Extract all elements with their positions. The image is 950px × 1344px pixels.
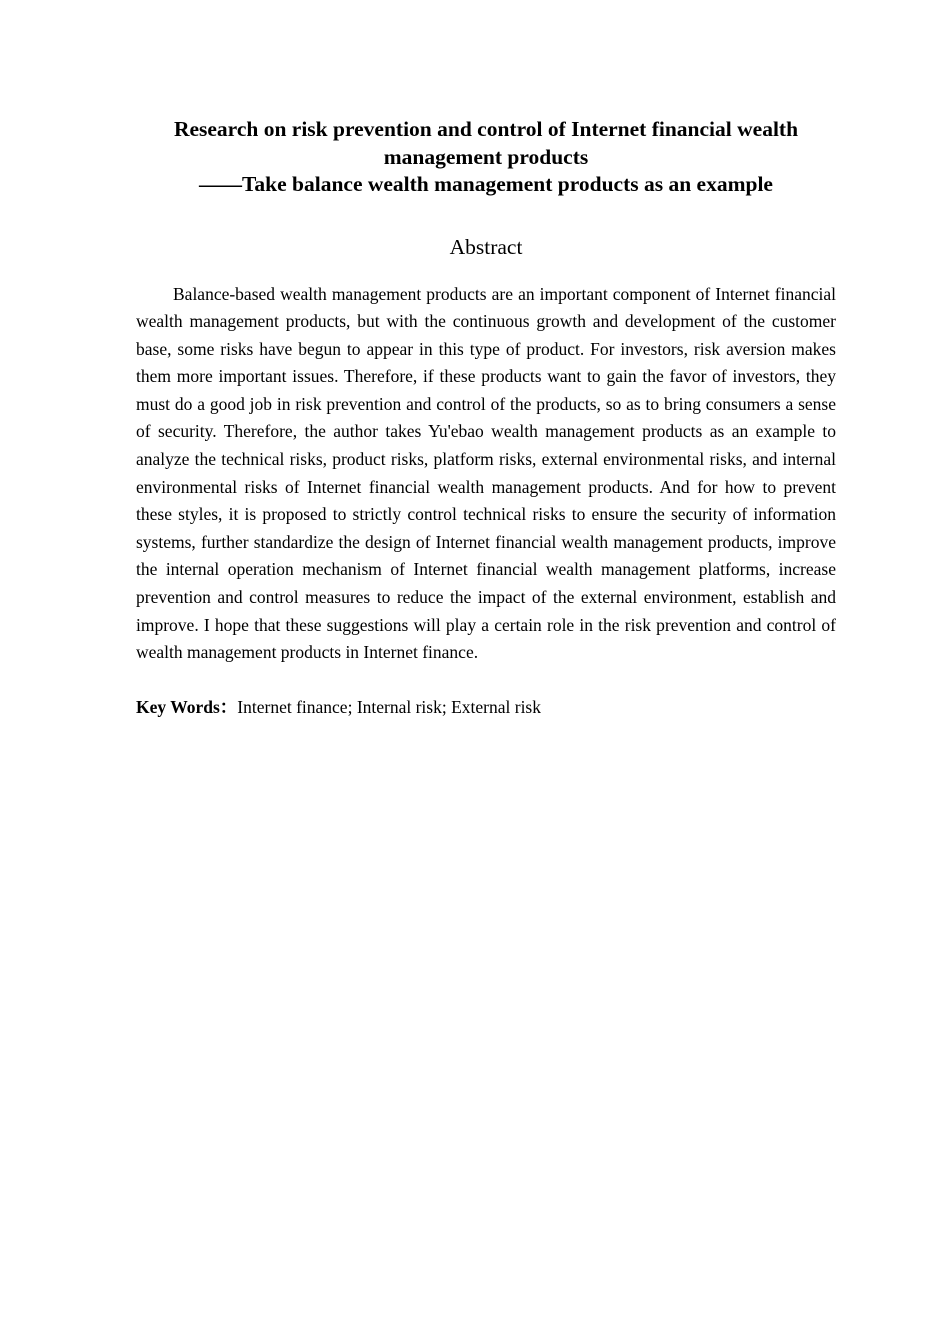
keywords-label: Key Words：	[136, 696, 238, 717]
keywords-value: Internet finance; Internal risk; External risk	[237, 696, 541, 717]
title-line-2: management products	[383, 144, 589, 169]
keywords	[136, 694, 836, 722]
abstract-heading: Abstract	[449, 234, 523, 259]
title-line-1: Research on risk prevention and control of Internet financial wealth	[173, 117, 799, 141]
paper-title	[136, 116, 836, 199]
document-page	[136, 116, 836, 721]
paper-subtitle: ——Take balance wealth management products as an example	[199, 172, 773, 196]
abstract-body: Balance-based wealth management products are an important component of Internet financial wealth management products, but with the continuous growth and development of the customer base, some risks have begun to appear in this type of product. For investors, risk aversion makes them more important issues. Therefore, if these products want to gain the favor of investors, they must do a good job in risk prevention and control of the products, so as to bring consumers a sense of security. Therefore, the author takes Yu'ebao wealth management products as an example to analyze the technical risks, product risks, platform risks, external environmental risks, and internal environmental risks of Internet financial wealth management products. And for how to prevent these styles, it is proposed to strictly control technical risks to ensure the security of information systems, further standardize the design of Internet financial wealth management products, improve the internal operation mechanism of Internet financial wealth management platforms, increase prevention and control measures to reduce the impact of the external environment, establish and improve. I hope that these suggestions will play a certain role in the risk prevention and control of wealth management products in Internet finance.	[136, 283, 836, 663]
